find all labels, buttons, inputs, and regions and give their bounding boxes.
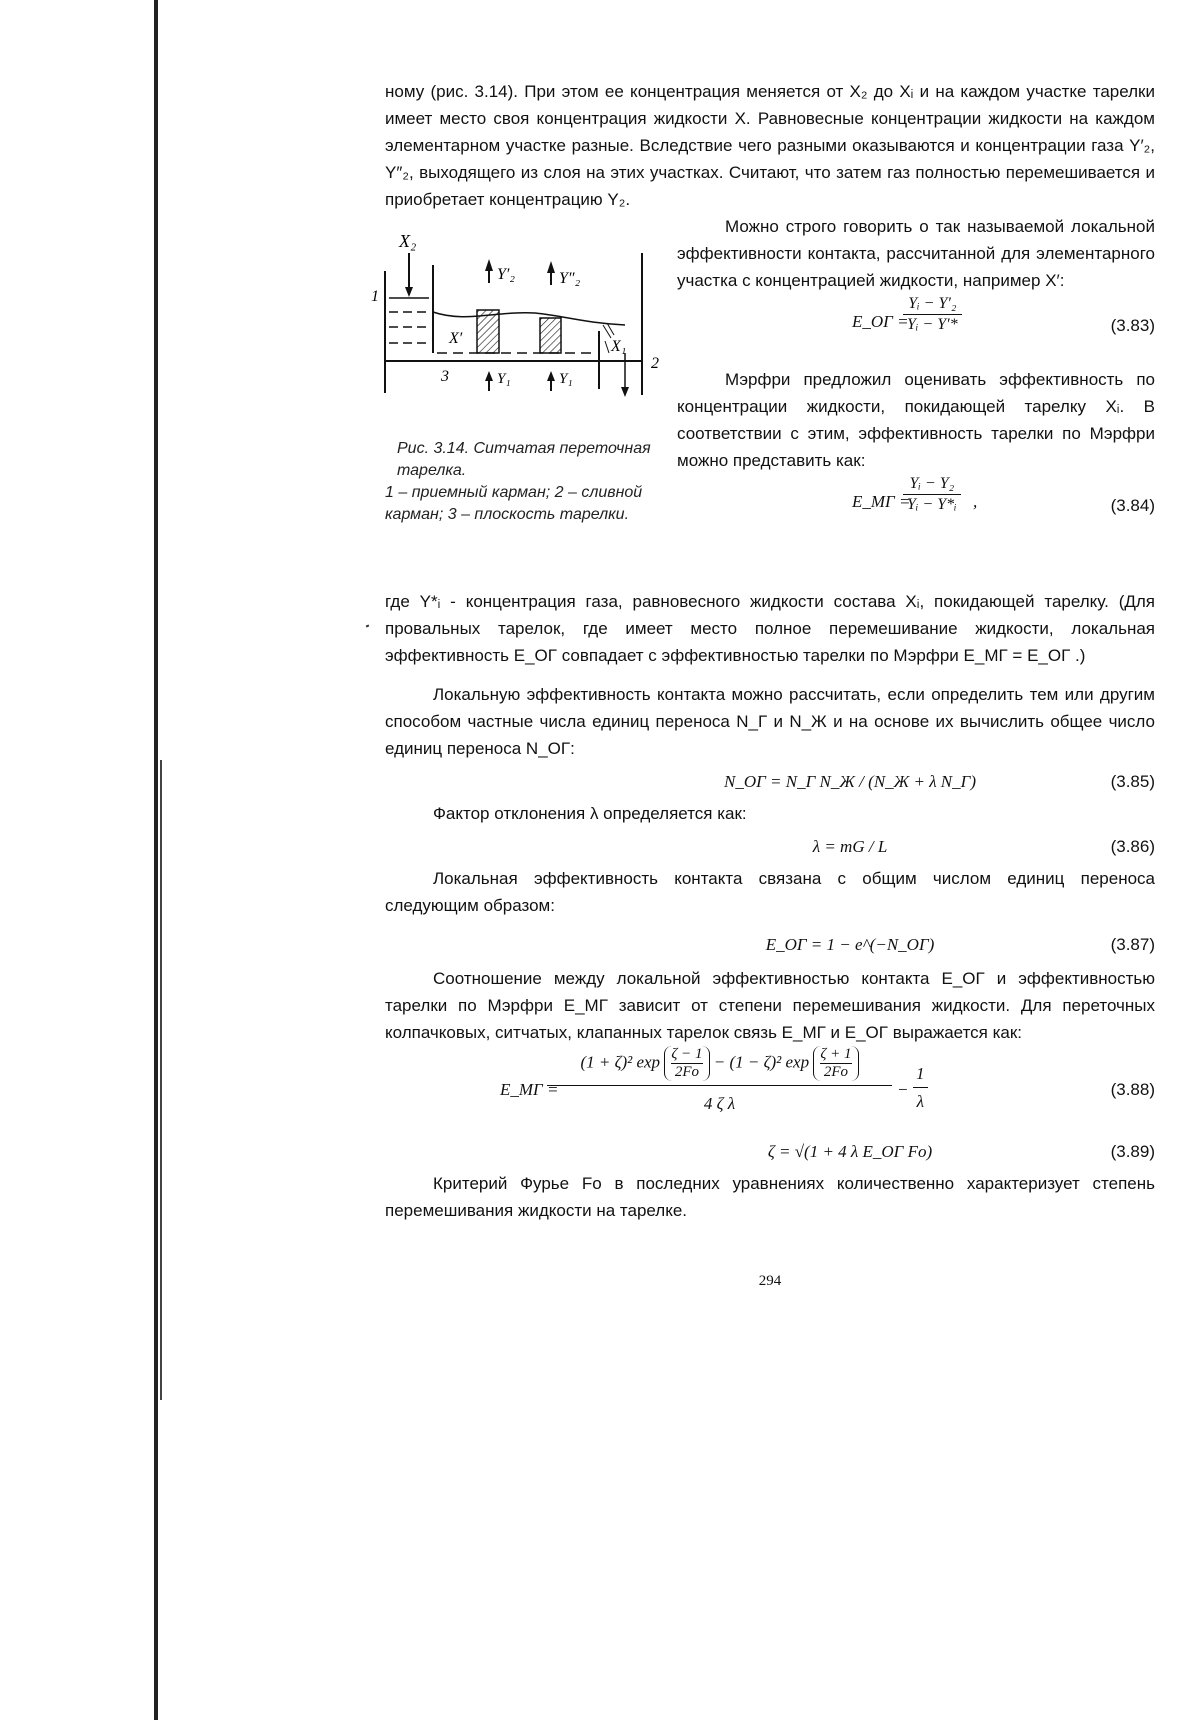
eq384-numerator: Yᵢ − Y₂ xyxy=(903,474,961,495)
label-x2: X₂ xyxy=(399,231,417,251)
right-column xyxy=(677,213,1155,534)
paragraph-local-relation: Локальная эффективность контакта связана с общим числом единиц переноса следующим образом: xyxy=(385,869,1155,915)
eq383-denominator: Yᵢ − Y′* xyxy=(907,316,958,333)
equation-3-83 xyxy=(677,294,1155,354)
eq383-number: (3.83) xyxy=(1110,316,1155,335)
eq384-comma: , xyxy=(973,492,978,511)
eq384-fraction xyxy=(903,474,961,515)
eq388-part2: − (1 − ζ)² exp xyxy=(713,1052,810,1072)
binding-edge xyxy=(154,0,158,1720)
binding-shadow xyxy=(160,760,162,1400)
label-y1-right: Y₁ xyxy=(559,371,573,387)
paragraph-relation: Соотношение между локальной эффективностью контакта E_OГ и эффективностью тарелки по Мэрфри E_MГ зависит от степени перемешивания жидкости. Для переточных колпачковых, ситчатых, клапанных тарелок связь E_MГ и E_OГ выражается как: xyxy=(385,969,1155,1042)
equation-3-87 xyxy=(385,919,1155,965)
eq389-number: (3.89) xyxy=(1110,1142,1155,1161)
label-y2-double-prime: Y″₂ xyxy=(559,270,581,287)
equation-3-84 xyxy=(677,474,1155,534)
figure-sieve-tray xyxy=(371,213,685,436)
figure-caption xyxy=(385,438,675,526)
eq389-body: ζ = √(1 + 4 λ E_OГ Fo) xyxy=(767,1142,933,1161)
paragraph-fourier: Критерий Фурье Fo в последних уравнениях количественно характеризует степень перемешивания жидкости на тарелке. xyxy=(385,1174,1155,1220)
equation-3-85 xyxy=(385,762,1155,800)
page-number: 294 xyxy=(758,1273,782,1289)
eq388-tail-fraction xyxy=(913,1060,928,1115)
eq387-number: (3.87) xyxy=(1110,935,1155,954)
label-y2-prime: Y′₂ xyxy=(497,266,515,283)
tray-diagram xyxy=(371,213,685,428)
paragraph-local-efficiency: Можно строго говорить о так называемой локальной эффективности контакта, рассчитанной для элементарного участка с концентрацией жидкости, например X′: xyxy=(677,217,1155,290)
label-1: 1 xyxy=(371,288,379,305)
eq388-fraction xyxy=(547,1046,892,1117)
eq386-number: (3.86) xyxy=(1110,837,1155,856)
eq388-tail-bot: λ xyxy=(916,1092,924,1111)
eq388-lhs: E_MГ = xyxy=(500,1080,559,1099)
equation-3-86 xyxy=(385,827,1155,865)
equation-3-89 xyxy=(385,1132,1155,1170)
caption-title: Рис. 3.14. Ситчатая переточная тарелка. xyxy=(397,440,651,479)
scan-speck xyxy=(366,625,370,628)
eq388-arg2 xyxy=(813,1046,858,1081)
eq388-numerator xyxy=(547,1046,892,1086)
eq383-fraction xyxy=(903,294,962,335)
label-x-prime: X′ xyxy=(449,330,463,347)
label-x1: X₁ xyxy=(611,338,627,355)
eq388-part1: (1 + ζ)² exp xyxy=(580,1052,661,1072)
eq387-body: E_OГ = 1 − e^(−N_OГ) xyxy=(765,935,935,954)
eq388-minus: − xyxy=(897,1080,909,1099)
eq384-lhs: E_MГ = xyxy=(852,492,911,511)
eq388-arg1-top: ζ − 1 xyxy=(671,1046,703,1062)
eq388-arg2-top: ζ + 1 xyxy=(820,1046,852,1062)
figure-row xyxy=(371,213,1155,588)
label-3: 3 xyxy=(441,368,449,385)
eq388-tail-top: 1 xyxy=(913,1060,928,1088)
eq385-number: (3.85) xyxy=(1110,772,1155,791)
eq388-arg1-bot: 2Fo xyxy=(674,1064,699,1080)
paragraph-intro: ному (рис. 3.14). При этом ее концентрация меняется от X₂ до Xᵢ и на каждом участке тарелки имеет место своя концентрация жидкости X. Равновесные концентрации жидкости на каждом элементарном участке разные. Вследствие чего разными оказываются и концентрации газа Y′₂, Y″₂, выходящего из слоя на этих участках. Считают, что затем газ полностью перемешивается и приобретает концентрацию Y₂. xyxy=(385,82,1155,209)
eq384-denominator: Yᵢ − Y*ᵢ xyxy=(907,496,957,513)
label-2: 2 xyxy=(651,355,659,372)
eq388-denominator: 4 ζ λ xyxy=(703,1094,736,1113)
eq384-number: (3.84) xyxy=(1110,496,1155,515)
eq385-body: N_OГ = N_Г N_Ж / (N_Ж + λ N_Г) xyxy=(724,772,976,791)
eq383-lhs: E_OГ = xyxy=(852,312,909,331)
paragraph-where: где Y*ᵢ - концентрация газа, равновесного жидкости состава Xᵢ, покидающей тарелку. (Для провальных тарелок, где имеет место полное перемешивание жидкости, локальная эффективность E_OГ совпадает с эффективностью тарелки по Мэрфри E_MГ = E_OГ .) xyxy=(385,592,1155,665)
eq383-numerator: Yᵢ − Y′₂ xyxy=(903,294,962,315)
paragraph-transfer-units: Локальную эффективность контакта можно рассчитать, если определить тем или другим способом частные числа единиц переноса N_Г и N_Ж и на основе их вычислить общее число единиц переноса N_OГ: xyxy=(385,685,1155,758)
eq386-body: λ = mG / L xyxy=(812,837,888,856)
page-content xyxy=(371,78,1155,1289)
caption-legend: 1 – приемный карман; 2 – сливной карман; 3 – плоскость тарелки. xyxy=(385,484,643,523)
equation-3-88 xyxy=(385,1046,1155,1132)
paragraph-deviation-factor: Фактор отклонения λ определяется как: xyxy=(433,804,747,823)
eq388-arg2-bot: 2Fo xyxy=(823,1064,849,1080)
label-y1-left: Y₁ xyxy=(497,371,511,387)
eq388-number: (3.88) xyxy=(1110,1080,1155,1099)
eq388-arg1 xyxy=(664,1046,709,1081)
paragraph-murphree: Мэрфри предложил оценивать эффективность по концентрации жидкости, покидающей тарелку Xᵢ. В соответствии с этим, эффективность тарелки по Мэрфри можно представить как: xyxy=(677,370,1155,470)
